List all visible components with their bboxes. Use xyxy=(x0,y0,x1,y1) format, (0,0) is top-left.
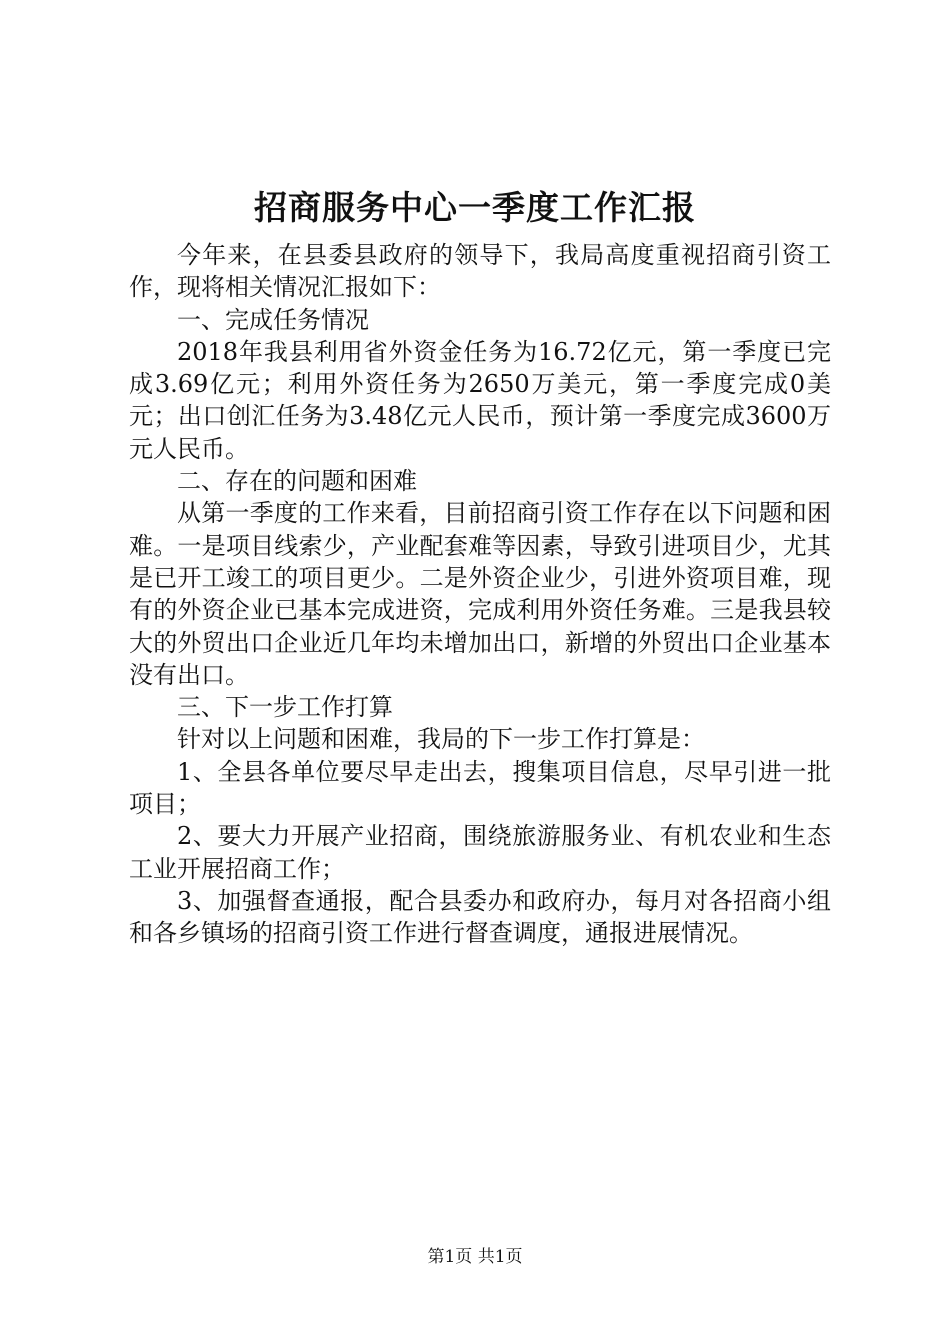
page-total: 共1页 xyxy=(477,1247,523,1267)
page-number: 第1页 xyxy=(427,1247,473,1267)
plan-item-1: 1、全县各单位要尽早走出去，搜集项目信息，尽早引进一批项目； xyxy=(129,757,831,819)
plan-item-3: 3、加强督查通报，配合县委办和政府办，每月对各招商小组和各乡镇场的招商引资工作进行督查调度，通报进展情况。 xyxy=(129,886,831,948)
plan-item-2: 2、要大力开展产业招商，围绕旅游服务业、有机农业和生态工业开展招商工作； xyxy=(129,822,831,883)
section-heading-1: 一、完成任务情况 xyxy=(177,305,369,334)
problems-paragraph: 从第一季度的工作来看，目前招商引资工作存在以下问题和困难。一是项目线索少，产业配套难等因素，导致引进项目少，尤其是已开工竣工的项目更少。二是外资企业少，引进外资项目难，现有的外资企业已基本完成进资，完成利用外资任务难。三是我县较大的外贸出口企业近几年均未增加出口，新增的外贸出口企业基本没有出口。 xyxy=(129,499,831,689)
document-body xyxy=(129,239,831,950)
intro-paragraph: 今年来，在县委县政府的领导下，我局高度重视招商引资工作，现将相关情况汇报如下： xyxy=(129,241,831,302)
section-heading-2: 二、存在的问题和困难 xyxy=(177,467,417,496)
document-title: 招商服务中心一季度工作汇报 xyxy=(254,188,696,227)
plan-intro-paragraph: 针对以上问题和困难，我局的下一步工作打算是： xyxy=(177,725,705,754)
task-completion-paragraph: 2018年我县利用省外资金任务为16.72亿元，第一季度已完成3.69亿元；利用外资任务为2650万美元，第一季度完成0美元；出口创汇任务为3.48亿元人民币，预计第一季度完成3600万元人民币。 xyxy=(129,337,831,463)
page-footer xyxy=(0,1246,950,1268)
section-heading-3: 三、下一步工作打算 xyxy=(177,693,393,722)
